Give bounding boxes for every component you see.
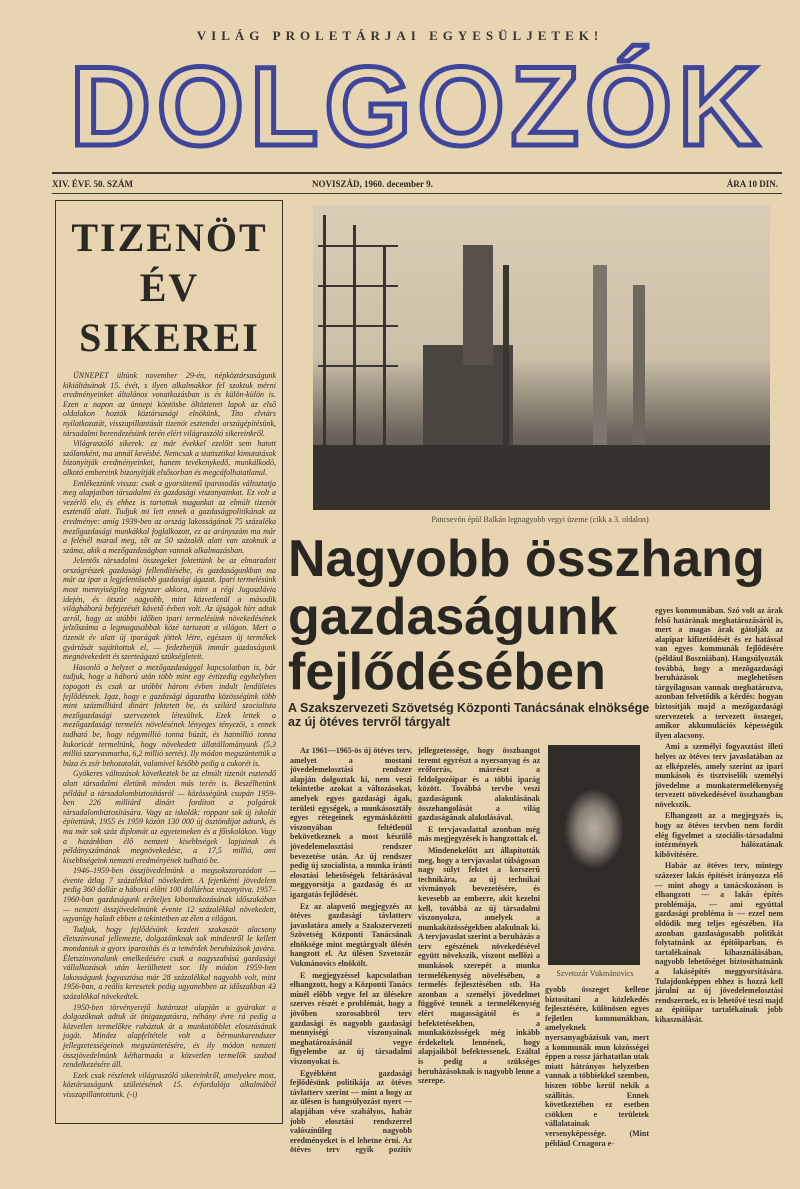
portrait-caption: Szvetozár Vukmánovics [556, 969, 634, 978]
paragraph: Tudjuk, hogy fejlődésünk kezdeti szakaszát alacsony életszínvonal jellemezte, dolgozóinknak sok mindenről le kellett mondaniuk a gyors iparosítás és a temérdek beruházások javára. Életszínvonalunk emelkedésére csak a nagyszabású gazdasági vállalkozások után kerülhetett sor. Ily módon 1959-ben lakosságunk fogyasztása már 28 százalékkal nagyobb volt, mint 1956-ban, a reális keresetek pedig ugyanebben az időszakban 43 százalékkal növekedtek. [63, 924, 276, 1001]
paragraph: gyobb összeget kellene biztosítani a közlekedés fejlesztésére, különösen egyes fejletlen kommunákban, amelyeknek nyersanyagbázisuk van, mert a kommunák mun közösségei éppen a rossz járhatatlan utak miatt hátrányos helyzetben vannak a többiekkel szemben, hiszen többe kerül nekik a szállítás. Ennek következtében ez esetben csökken e területek vállalatainak versenyképessége. (Mint például Crnagora e- [545, 985, 649, 1148]
paragraph: Ezek csak részletek világraszóló sikereinkről, amelyekre most, köztársaságunk születésének 15. évfordulója alkalmából visszapillantottunk. (-i) [63, 1070, 276, 1099]
issue-number: XIV. ÉVF. 50. SZÁM [52, 179, 134, 189]
masthead-rule-top [52, 172, 782, 174]
main-article-body [290, 746, 540, 1161]
paragraph: Ez az alapvető megjegyzés az ötéves gazdasági távlatterv javaslatára amely a Szakszervezeti Szövetség Központi Tanácsának elnöksége mint megtárgyalt ülésén hangzott el. Az ülésen Szvetozár Vukmánovics elnökölt. [290, 901, 412, 969]
paragraph: Gyökeres változások következtek be az elmúlt tizenöt esztendő alatt társadalmi életünk minden más terén is. Beszélhetünk például a társadalombiztosításról — közösségünk csupán 1959-ben 226 milliárd dinárt fordított a polgárok társadalombiztosítására. Vagy az iskolák: roppant sok új iskolát építettünk, 1955 és 1959 között 130 000 új ösztöndíjat adtunk, és ma már sok száz diplomát az egyetemeken és a főiskolákon. Vagy a hazánkban élő nemzeti kisebbségek lapjainak és példányszámának megnövekedése, a 17,5 millió, ami kisebbségeink nemzeti eredményének tudható be. [63, 769, 276, 865]
paragraph: Az 1961—1965-ös új ötéves terv, amelyet a mostani jövedelemelosztási rendszer alapján dolgoztak ki, nem veszi tekintetbe azokat a változásokat, amelyek egyes gazdasági ágak, területi egységek, a munkásosztály egyes rétegeinek egymásközötti viszonyában feltétlenül bekövetkeznek a most készülő jövedelemelosztási rendszer bevezetése után. Az új rendszer pedig új szocialista, a munka iránti elosztási lehetőségek feltárásával meggyorsítja a gazdaság és az igazgatás fejlődését. [290, 746, 412, 899]
paragraph: Emlékezzünk vissza: csak a gyorsütemű iparosodás változtatja meg alapjaiban társadalmi és gazdasági viszonyainkat. Ez volt a vezérlő elv, és ehhez is tartottuk magunkat az elmúlt tizenöt esztendő alatt. Tudjuk mi lett ennek a gazdaságpolitikának az eredménye: amíg 1939-ben az ország lakosságának 75 százaléka mezőgazdasági munkákkal foglalkozott, ez az arányszám ma már a felénél marad meg, sőt az 50 százalék alatt van azoknak a száma, akik a mezőgazdaságban vannak alkalmazásban. [63, 478, 276, 555]
main-article-right-column [655, 606, 783, 1027]
paragraph: Világraszóló sikerek: ez már évekkel ezelőtt sem hatott szólamként, ma annál kevésbé. Nemcsak a statisztikai kimutatások bizonyítják eredményeinket, hanem tevékenykedő, munkálkodó, alkotó embereink bizonyítják elsősorban és megcáfolhatatlanul. [63, 439, 276, 477]
left-article-title-3: SIKEREI [79, 315, 260, 360]
paragraph: 1946–1959-ben összjövedelmünk a megsokszorozódott — évente átlag 7 százalékkal növekedett. A fejenkénti jövedelem pedig 360 dollár a háború előtti 100 dollárhoz viszonyítva. 1957–1960-ban gazdaságunk erőteljes kibontakozásának időszakában — nemzeti összjövedelmünk évente 12 százalékkal növekedett, ugyanígy haladt ebben a tekintetben az élen a világon. [63, 866, 276, 924]
paragraph: egyes kommunában. Szó volt az árak felső határának meghatározásáról is, mert a magas árak gátolják az alapipar kifizetődését és ez hatással van egyes kommunák fejlődésére (például Boszniában). Hangsúlyozták továbbá, hogy a mezőgazdasági beruházások meglehetősen tárgyilagosan vannak meghatározva, azonban felvetődik a kérdés: hogyan biztosítják majd a mezőgazdasági szervezetek a tervezett összeget, amikor akkumulációs képességük ilyen alacsony. [655, 606, 783, 740]
headline-line-1: Nagyobb összhang [288, 530, 765, 588]
paragraph: Ami a személyi fogyasztást illeti helyes az ötéves terv javaslatában az az elképzelés, amely szerint az ipari munkások és tisztviselők személyi jövedelme a munkatermelékenység tervezett növekedésével összhangban növekszik. [655, 742, 783, 809]
issue-price: ÁRA 10 DIN. [726, 179, 778, 189]
paragraph: Jelentős társadalmi összegeket fektettünk be az elmaradott országrészek gazdasági fellendítésébe, és gazdaságunkban ma már az ipar a legjelentősebb gazdasági ágazat. Ipari termelésünk most mennyiségileg négyszer akkora, mint a régi Jugoszlávia idején, és ötször nagyobb, mint közvetlenül a második világháború befejezését követő évben volt. Az újságok hírt adtak arról, hogy az utóbbi időben ipari termelésünk növekedésének jelzőszáma a legmagasabbak közé tartozott a világon. Mert a tizenöt év alatt új iparágak jöttek létre, egészen új termékek gyártását sajátítottuk el, — fedezhetjük immár gazdaságunk megnövekedett és szerteágazó szükségleteit. [63, 556, 276, 662]
paragraph: E tervjavaslattal azonban még más megjegyzések is hangzottak el. [418, 824, 540, 844]
portrait-photo [548, 745, 640, 965]
masthead-title: DOLGOZÓK [69, 44, 766, 169]
left-article-title-2: ÉV [139, 265, 200, 310]
photo-caption: Pancsevón épül Balkán legnagyobb vegyi üzeme (cikk a 3. oldalon) [431, 515, 649, 524]
headline-line-2: gazdaságunk [288, 588, 618, 646]
paragraph: Elhangzott az a megjegyzés is, hogy az ötéves tervben nem fordít elég figyelmet a szociális-társadalmi intézmények hálózatának kibővítésére. [655, 811, 783, 859]
subheadline: A Szakszervezeti Szövetség Központi Tanácsának elnöksége az új ötéves tervről tárgyalt [288, 701, 650, 729]
factory-photo [313, 205, 770, 510]
left-article-title-1: TIZENÖT [71, 215, 268, 260]
masthead-rule-bottom [52, 193, 782, 194]
headline-line-3: fejlődésében [288, 643, 606, 701]
paragraph: 1950-ben törvényerejű határozat alapján a gyárakat a dolgozóknak adtuk át önigazgatásra, néhány évre rá pedig a közvetlen termelőkre ruháztuk át a munkatöbblet elosztásának jogát. Mindez alapfeltétele volt a bérmunkarendszer jellegzetességeinek megszüntetésére, és ily módon nemzeti összjövedelmünk kétharmada a közvetlen termelők szabad rendelkezésére áll. [63, 1002, 276, 1070]
paragraph: Hasonló a helyzet a mezőgazdasággal kapcsolatban is, bár tudjuk, hogy a háború után több mint egy évtizedig egyhelyben topogott és csak az utóbbi három évben indult lendületes fejlődésnek. Igaz, hogy e gazdasági ágazatba közösségünk több mint százmilliárd dinárt fektetett be, és szilárd szocialista mezőgazdasági szervezetek létesültek. Ezek lettek a mezőgazdasági termelés növelésének lényeges tényezői, s ennek tudható be, hogy négymillió tonna búzát, és hatmillió tonna kukoricát termeltünk, hogy növekedett állatállományunk (5,3 millió szarvasmarha, 6,2 millió sertés). Ily módon megszüntettük a búza és zsír behozatalát, valamivel később pedig a cukorét is. [63, 662, 276, 768]
paragraph: Habár az ötéves terv, mintegy százezer lakás építését irányozza elő — mint ahogy a tanácskozáson is elhangzott — a lakás építés problémája, — ami egyúttal gazdasági probléma is — ezzel nem oldódik meg teljes egészében. Ha azonban gazdaságosabb politikát folytatnánk az építőiparban, és tartalékainak kihasználásában, nagyobb lehetőséget biztosíthatnánk a lakásépítés meggyorsítására. Tulajdonképpen ehhez is hozzá kell járulni az új jövedelemelosztási rendszernek, ez is lehetővé teszi majd az építőipar tartalékainak jobb kihasználását. [655, 861, 783, 1024]
paragraph: Egyébként gazdasági fejlődésünk politikája az ötéves távlatterv szerint — mint a hogy az az ülésen is hangsúlyozást nyert — alapjában véve szabályos, habár jobb elosztási rendszerrel valószínűleg nagyobb eredményeket is el lehetne érni. Az ötéves terv egyik pozitív jellegzetessége, hogy összhangot teremt egyrészt a nyersanyag és az erőforrás, másrészt a feldolgozóipar és a többi iparág között. Továbbá tervbe veszi gazdaságunk alakulásának összehangolását a világ gazdaságának alakulásával. [290, 746, 540, 1155]
issue-date: NOVISZÁD, 1960. december 9. [312, 179, 433, 189]
paragraph: ÜNNEPET ültünk november 29-én, népköztársaságunk kikiáltásának 15. évét, s ilyen alkalmakkor fel szoktuk mérni eredményeinket általános vonatkozásban is és külön-külön is. Ezen a napon az ünnepi köntösbe öltöztetett lapok az első oldalakon hozták köztársasági elnökünk, Tito elvtárs nyilatkozatát, visszapillantását tizenöt esztendei országépítésünk, társadalmi berendezésünk terén elért világraszóló sikereinkről. [63, 371, 276, 438]
paragraph: E megjegyzéssel kapcsolatban elhangzott, hogy a Központi Tanács minél előbb vegye fel az ülésekre szerves részét e problémát, hogy a jövőben szorosabbról terv gazdasági és nagyobb gazdasági mennyiségi viszonyainak meghatározásánál vegye figyelembe az új társadalmi viszonyokat is. [290, 970, 412, 1066]
main-article-column [545, 985, 649, 1150]
left-article [55, 200, 283, 1124]
masthead-motto: VILÁG PROLETÁRJAI EGYESÜLJETEK! [196, 28, 604, 43]
paragraph: Mindenekelőtt azt állapították meg, hogy a tervjavaslat túlságosan nagy súlyt fektet a korszerű technikára, az új technikai vívmányok bevezetésére, és kevesebb az emberre, akit kezelni kell, továbbá az új társadalmi viszonyokra, amelyek a munkaközösségekben alakulnak ki. A tervjavaslat szerint a beruházás a terv egészének növekedésével együtt növekszik, viszont mellőzi a munkások szerepét a munka termelékenység növelésében, a termelés fejlesztésében stb. Ha azonban a személyi jövedelmet függővé tennék a termelékenység elért magasságától és a befektetésekben, a munkaközösségek még inkább érdekeltek lennének, hogy alapjaikból befektessenek. Ezáltal is pedig a szükséges beruházásoknak is nagyobb lenne a szerepe. [418, 845, 540, 1086]
